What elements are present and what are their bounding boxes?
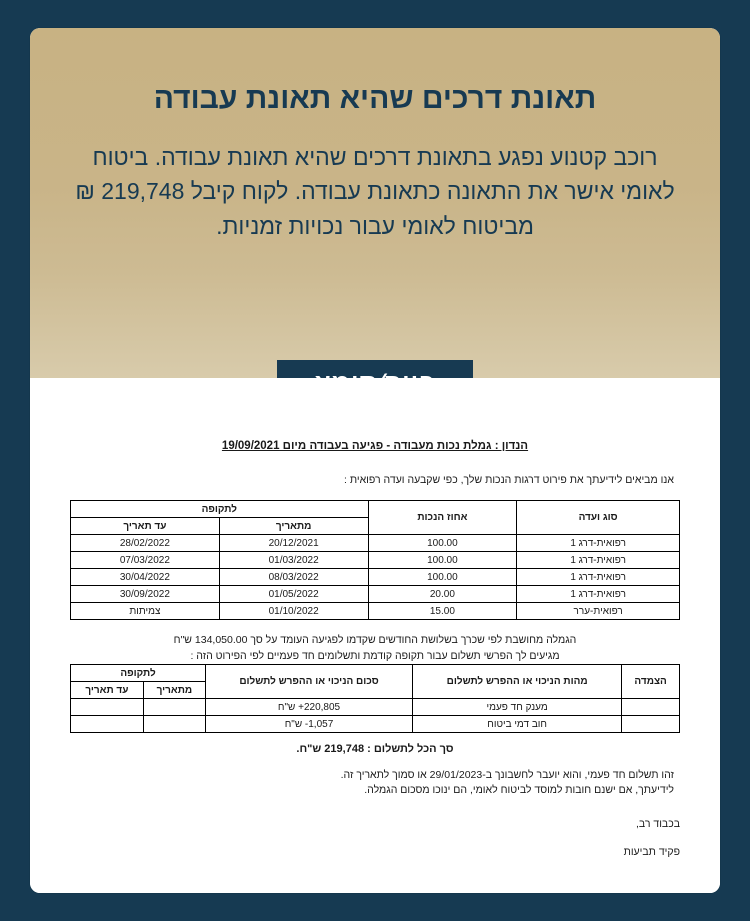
col-amount: סכום הניכוי או ההפרש לתשלום <box>205 665 412 699</box>
letter-intro: אנו מביאים לידיעתך את פירוט דרגות הנכות שלך, כפי שקבעה ועדה רפואית : <box>343 474 674 486</box>
cell-committee: רפואית-דרג 1 <box>517 552 680 569</box>
letter-subject: הנדון : גמלת נכות מעבודה - פגיעה בעבודה מיום 19/09/2021 <box>221 440 529 452</box>
cell-from: 01/03/2022 <box>219 552 368 569</box>
salary-note: הגמלה מחושבת לפי שכרך בשלושת החודשים שקדמו לפגיעה העומד על סך 134,050.00 ש"ח <box>173 634 577 646</box>
cell-from: 08/03/2022 <box>219 569 368 586</box>
banner-title: תאונת דרכים שהיא תאונת עבודה <box>153 82 597 115</box>
cell-to: 28/02/2022 <box>71 535 220 552</box>
cell-from-2 <box>143 716 205 733</box>
cell-pct: 100.00 <box>368 552 517 569</box>
payments-note: מגיעים לך הפרשי תשלום עבור תקופה קודמת ותשלומים חד פעמיים לפי הפירוט הזה : <box>190 650 560 662</box>
col-linkage: הצמדה <box>622 665 680 699</box>
disability-table <box>70 500 680 620</box>
sign-off: בכבוד רב, <box>635 818 680 830</box>
cell-nature: חוב דמי ביטוח <box>413 716 622 733</box>
table-row <box>71 586 680 603</box>
col-from-date-2: מתאריך <box>143 682 205 699</box>
cell-linkage <box>622 699 680 716</box>
col-to-date: עד תאריך <box>71 518 220 535</box>
cell-from-2 <box>143 699 205 716</box>
cell-from: 01/10/2022 <box>219 603 368 620</box>
cell-pct: 100.00 <box>368 535 517 552</box>
cell-from: 01/05/2022 <box>219 586 368 603</box>
cell-to: 30/04/2022 <box>71 569 220 586</box>
total-payment: סך הכל לתשלום : 219,748 ש"ח. <box>296 743 454 755</box>
sign-title: פקיד תביעות <box>623 846 680 858</box>
col-period-group-2: לתקופה <box>71 665 206 682</box>
cell-committee: רפואית-דרג 1 <box>517 535 680 552</box>
cell-amount: 1,057- ש"ח <box>205 716 412 733</box>
table-row <box>71 699 680 716</box>
table-row <box>71 535 680 552</box>
letter-body <box>30 378 720 893</box>
cell-amount: 220,805+ ש"ח <box>205 699 412 716</box>
cell-committee: רפואית-דרג 1 <box>517 569 680 586</box>
card <box>30 28 720 893</box>
cell-linkage <box>622 716 680 733</box>
col-period-group: לתקופה <box>71 501 369 518</box>
banner-body: רוכב קטנוע נפגע בתאונת דרכים שהיא תאונת עבודה. ביטוח לאומי אישר את התאונה כתאונת עבודה. לקוח קיבל 219,748 ₪ מביטוח לאומי עבור נכויות זמניות. <box>75 143 675 239</box>
col-to-date-2: עד תאריך <box>71 682 144 699</box>
table-row <box>71 716 680 733</box>
cell-pct: 20.00 <box>368 586 517 603</box>
col-committee-type: סוג ועדה <box>517 501 680 535</box>
table-row <box>71 569 680 586</box>
cell-to-2 <box>71 716 144 733</box>
cell-to: 07/03/2022 <box>71 552 220 569</box>
cell-to: 30/09/2022 <box>71 586 220 603</box>
cell-from: 20/12/2021 <box>219 535 368 552</box>
cell-to-2 <box>71 699 144 716</box>
col-from-date: מתאריך <box>219 518 368 535</box>
col-disability-pct: אחוז הנכות <box>368 501 517 535</box>
payments-table <box>70 664 680 733</box>
cell-pct: 15.00 <box>368 603 517 620</box>
col-nature: מהות הניכוי או ההפרש לתשלום <box>413 665 622 699</box>
debt-paragraph: לידיעתך, אם ישנם חובות למוסד לביטוח לאומי, הם ינוכו מסכום הגמלה. <box>364 784 674 796</box>
table-row <box>71 552 680 569</box>
cell-committee: רפואית-ערר <box>517 603 680 620</box>
payment-paragraph: זהו תשלום חד פעמי, והוא יועבר לחשבונך ב-29/01/2023 או סמוך לתאריך זה. <box>340 769 674 781</box>
signature-block <box>70 818 680 858</box>
cell-nature: מענק חד פעמי <box>413 699 622 716</box>
table-row <box>71 603 680 620</box>
promo-banner <box>30 28 720 378</box>
cell-pct: 100.00 <box>368 569 517 586</box>
cell-committee: רפואית-דרג 1 <box>517 586 680 603</box>
cell-to: צמיתות <box>71 603 220 620</box>
